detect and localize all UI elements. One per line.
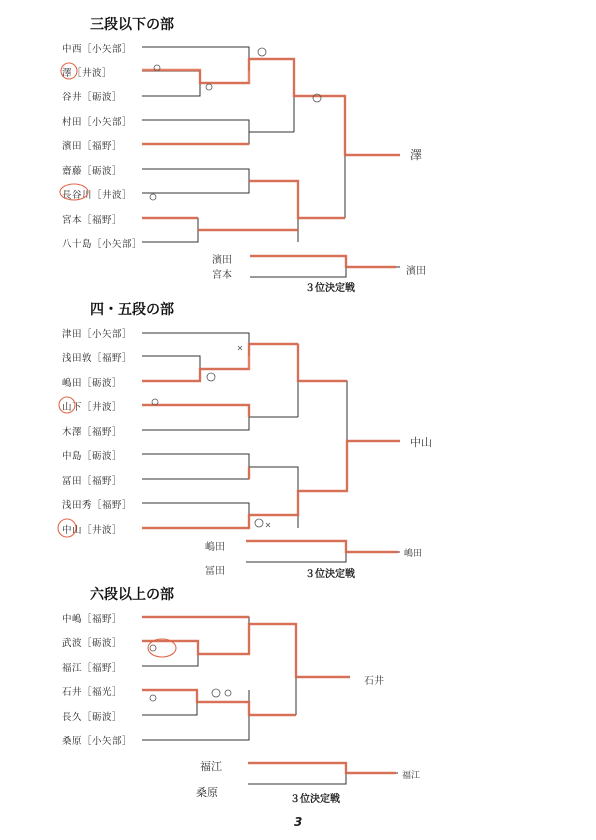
player-name: 浅田秀［福野］ bbox=[62, 500, 133, 511]
page-number: 3 bbox=[294, 815, 303, 829]
player-name: 木澤［福野］ bbox=[62, 427, 123, 438]
player-name: 桑原［小矢部］ bbox=[62, 736, 133, 747]
third-place-player: 嶋田 bbox=[205, 542, 225, 553]
player-name: 中島［砺波］ bbox=[62, 451, 123, 462]
third-place-winner: 嶋田 bbox=[404, 549, 423, 559]
player-name: 長久［砺波］ bbox=[62, 712, 123, 723]
player-name: 村田［小矢部］ bbox=[62, 117, 133, 128]
third-place-player: 宮本 bbox=[212, 270, 232, 281]
player-name: 中山［井波］ bbox=[62, 525, 123, 536]
third-place-player: 濱田 bbox=[212, 255, 232, 266]
third-place-label: ３位決定戦 bbox=[290, 794, 340, 805]
player-name: 武波［砺波］ bbox=[62, 638, 123, 649]
player-name: 中西［小矢部］ bbox=[62, 44, 133, 55]
bracket-section-2 bbox=[58, 333, 400, 562]
third-place-winner: 濱田 bbox=[406, 266, 426, 277]
player-name: 浅田敦［福野］ bbox=[62, 353, 133, 364]
player-name: 山下［井波］ bbox=[62, 402, 123, 413]
player-name: 長谷川［井波］ bbox=[62, 190, 133, 201]
champion-name: 澤 bbox=[410, 148, 423, 162]
third-place-winner: 福江 bbox=[402, 771, 421, 781]
player-name: 谷井［砺波］ bbox=[62, 92, 123, 103]
third-place-player: 桑原 bbox=[196, 786, 218, 799]
section-title: 三段以下の部 bbox=[90, 17, 174, 33]
player-name: 冨田［福野］ bbox=[62, 476, 123, 487]
player-name: 福江［福野］ bbox=[62, 663, 123, 674]
player-name: 宮本［福野］ bbox=[62, 215, 123, 226]
player-name: 中嶋［福野］ bbox=[62, 614, 123, 625]
bracket-section-3 bbox=[142, 617, 398, 784]
player-name: 濱田［福野］ bbox=[62, 141, 123, 152]
player-name: 八十島［小矢部］ bbox=[62, 239, 143, 250]
champion-name: 石井 bbox=[364, 676, 384, 687]
third-place-player: 冨田 bbox=[205, 566, 225, 577]
player-name: 津田［小矢部］ bbox=[62, 329, 133, 340]
third-place-player: 福江 bbox=[200, 760, 222, 773]
section-title: 六段以上の部 bbox=[90, 587, 174, 603]
third-place-label: ３位決定戦 bbox=[305, 283, 355, 294]
player-name: 嶋田［砺波］ bbox=[62, 378, 123, 389]
third-place-label: ３位決定戦 bbox=[305, 569, 355, 580]
player-name: 石井［福光］ bbox=[62, 687, 123, 698]
champion-name: 中山 bbox=[410, 436, 432, 449]
bracket-section-1 bbox=[60, 47, 400, 277]
player-name: 齋藤［砺波］ bbox=[62, 166, 123, 177]
section-title: 四・五段の部 bbox=[90, 302, 174, 318]
player-name: 澤［井波］ bbox=[62, 68, 113, 79]
